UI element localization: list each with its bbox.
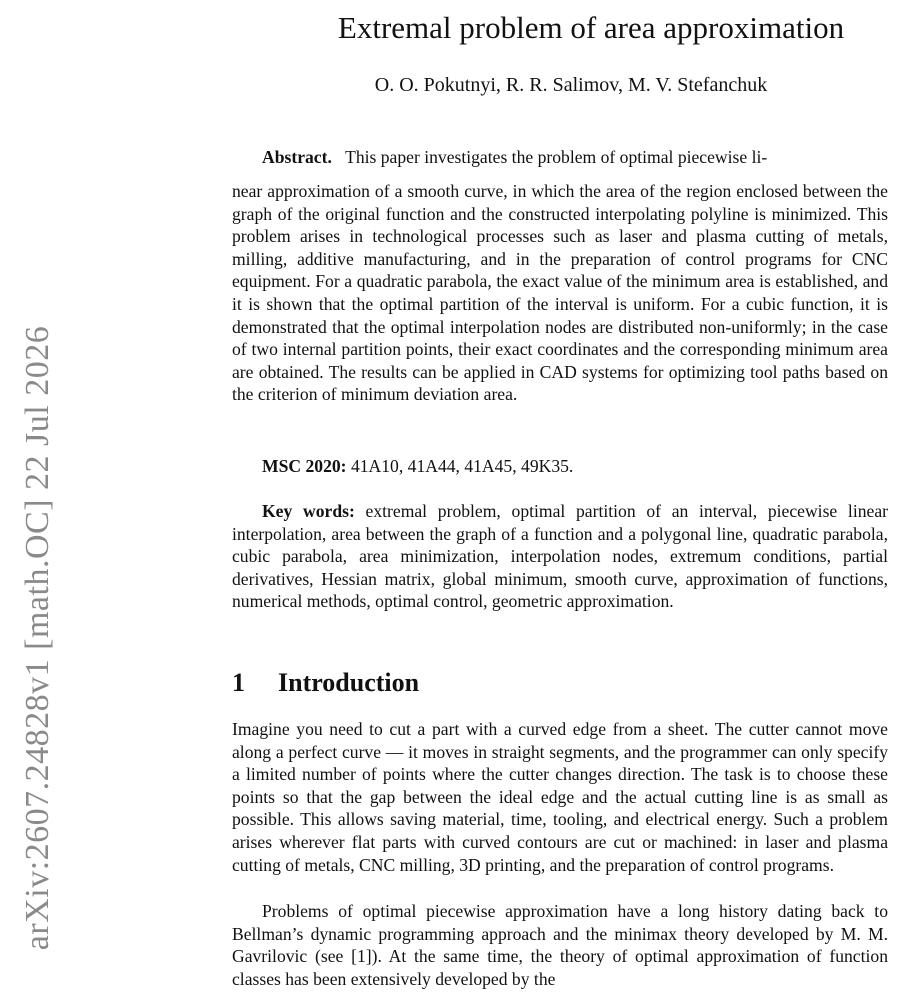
abstract (232, 146, 888, 406)
section-title: Introduction (278, 668, 420, 697)
keywords (232, 500, 888, 613)
paper-title (232, 10, 890, 46)
abstract-first-line (232, 146, 888, 180)
arxiv-id-text: arXiv:2607.24828v1 [math.OC] 22 Jul 2026 (19, 325, 56, 951)
abstract-body: near approximation of a smooth curve, in which the area of the region enclosed between the graph of the original function and the constructed interpolating polyline is minimized. This problem arises in technological processes such as laser and plasma cutting of metals, milling, additive manufacturing, and in the preparation of control programs for CNC equipment. For a quadratic parabola, the exact value of the minimum area is established, and it is shown that the optimal partition of the interval is uniform. For a cubic function, it is demonstrated that the optimal interpolation nodes are distributed non-uniformly; in the case of two internal partition points, their exact coordinates and the corresponding minimum area are obtained. The results can be applied in CAD systems for optimizing tool paths based on the criterion of minimum deviation area. (232, 181, 888, 405)
msc-label: MSC 2020: (262, 456, 347, 476)
paper-authors (232, 74, 890, 97)
section-number: 1 (232, 668, 245, 697)
intro-paragraph-2: Problems of optimal piecewise approximation have a long history dating back to Bellman’s dynamic programming approach and the minimax theory developed by M. M. Gavrilovic (see [1]). At the same time, the theory of optimal approximation of function classes has been extensively developed by the (232, 901, 888, 989)
keywords-label: Key words: (262, 501, 355, 521)
section-heading-introduction (232, 668, 419, 698)
intro-paragraph-1: Imagine you need to cut a part with a curved edge from a sheet. The cutter cannot move along a perfect curve — it moves in straight segments, and the programmer can only specify a limited number of points where the cutter changes direction. The task is to choose these points so that the gap between the ideal edge and the actual cutting line is as small as possible. This allows saving material, time, tooling, and electrical energy. Such a problem arises wherever flat parts with curved contours are cut or machined: in laser and plasma cutting of metals, CNC milling, 3D printing, and the preparation of control programs. (232, 719, 888, 875)
paper-title-text: Extremal problem of area approximation (337, 10, 845, 45)
msc-value: 41A10, 41A44, 41A45, 49K35. (350, 456, 574, 476)
arxiv-identifier-stamp (0, 0, 80, 1000)
keywords-value: extremal problem, optimal partition of an interval, piecewise linear interpolation, area between the graph of a function and a polygonal line, quadratic parabola, cubic parabola, area minimization, interpolation nodes, extremum conditions, partial derivatives, Hessian matrix, global minimum, smooth curve, approximation of functions, numerical methods, optimal control, geometric approximation. (232, 501, 888, 612)
abstract-first-line-text: This paper investigates the problem of optimal piecewise li- (345, 147, 768, 167)
abstract-label: Abstract. (262, 147, 332, 167)
authors-text: O. O. Pokutnyi, R. R. Salimov, M. V. Stefanchuk (374, 74, 768, 96)
msc-classification (232, 455, 888, 478)
